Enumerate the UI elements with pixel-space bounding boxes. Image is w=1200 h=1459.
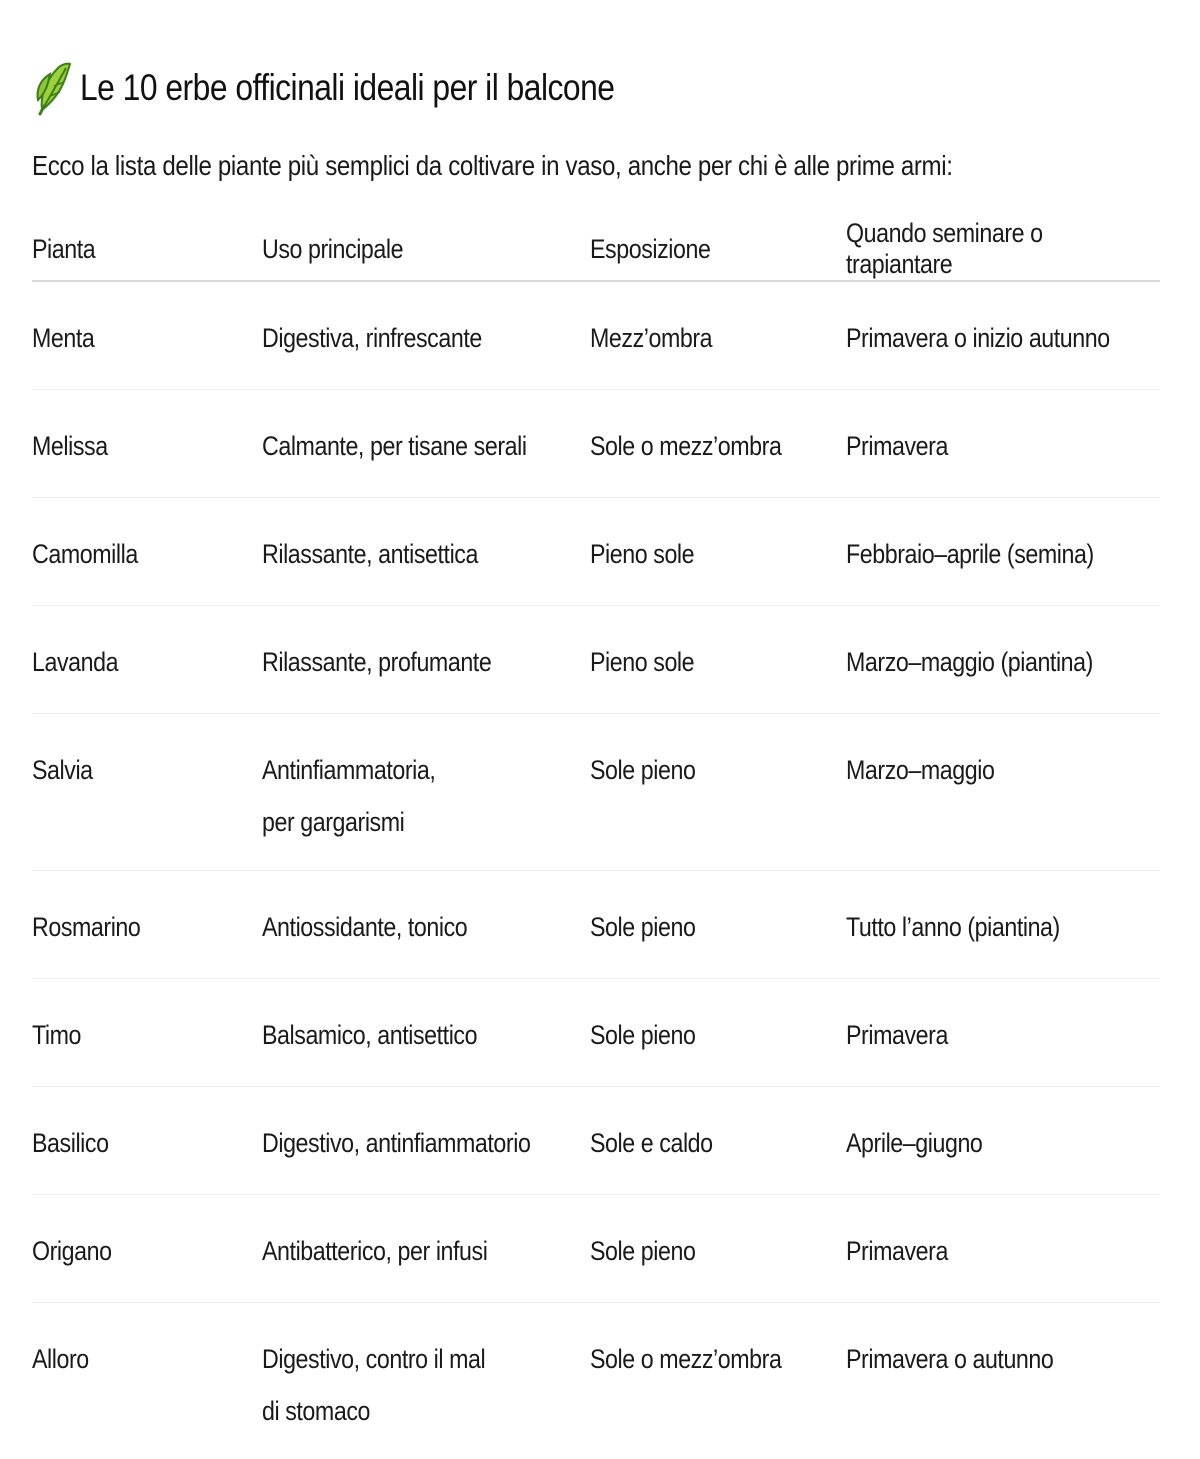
cell-quando: Febbraio–aprile (semina) xyxy=(846,498,1160,606)
table-row xyxy=(32,498,1160,606)
table-row xyxy=(32,1087,1160,1195)
table-row xyxy=(32,1195,1160,1303)
cell-pianta: Timo xyxy=(32,979,262,1087)
cell-uso: Balsamico, antisettico xyxy=(262,979,590,1087)
table-row xyxy=(32,979,1160,1087)
cell-esposizione: Sole pieno xyxy=(590,871,846,979)
cell-uso: Rilassante, profumante xyxy=(262,606,590,714)
table-row xyxy=(32,281,1160,390)
table-row xyxy=(32,1303,1160,1459)
intro-paragraph: Ecco la lista delle piante più semplici da coltivare in vaso, anche per chi è alle prime armi: xyxy=(32,150,953,182)
cell-esposizione: Sole o mezz’ombra xyxy=(590,390,846,498)
leaf-icon xyxy=(32,60,72,116)
page-title: Le 10 erbe officinali ideali per il balcone xyxy=(80,67,614,109)
cell-uso: Calmante, per tisane serali xyxy=(262,390,590,498)
cell-pianta: Origano xyxy=(32,1195,262,1303)
cell-esposizione: Mezz’ombra xyxy=(590,281,846,390)
cell-pianta: Rosmarino xyxy=(32,871,262,979)
cell-esposizione: Sole e caldo xyxy=(590,1087,846,1195)
cell-quando: Aprile–giugno xyxy=(846,1087,1160,1195)
table-row xyxy=(32,606,1160,714)
cell-quando: Primavera xyxy=(846,979,1160,1087)
cell-esposizione: Sole pieno xyxy=(590,714,846,871)
header-pianta: Pianta xyxy=(32,218,262,281)
title-row xyxy=(32,58,701,118)
cell-pianta: Melissa xyxy=(32,390,262,498)
header-uso: Uso principale xyxy=(262,218,590,281)
header-quando: Quando seminare o trapiantare xyxy=(846,218,1160,281)
cell-esposizione: Sole o mezz’ombra xyxy=(590,1303,846,1459)
cell-uso: Antiossidante, tonico xyxy=(262,871,590,979)
cell-pianta: Salvia xyxy=(32,714,262,871)
cell-uso: Antinfiammatoria, per gargarismi xyxy=(262,714,590,871)
header-esposizione: Esposizione xyxy=(590,218,846,281)
cell-quando: Primavera o inizio autunno xyxy=(846,281,1160,390)
table-row xyxy=(32,390,1160,498)
cell-esposizione: Sole pieno xyxy=(590,979,846,1087)
cell-pianta: Camomilla xyxy=(32,498,262,606)
cell-esposizione: Pieno sole xyxy=(590,606,846,714)
cell-pianta: Menta xyxy=(32,281,262,390)
cell-uso: Digestivo, contro il mal di stomaco xyxy=(262,1303,590,1459)
cell-uso: Rilassante, antisettica xyxy=(262,498,590,606)
cell-uso: Antibatterico, per infusi xyxy=(262,1195,590,1303)
cell-pianta: Alloro xyxy=(32,1303,262,1459)
cell-quando: Tutto l’anno (piantina) xyxy=(846,871,1160,979)
cell-uso: Digestivo, antinfiammatorio xyxy=(262,1087,590,1195)
cell-quando: Primavera xyxy=(846,390,1160,498)
cell-quando: Marzo–maggio (piantina) xyxy=(846,606,1160,714)
table-row xyxy=(32,714,1160,871)
cell-pianta: Lavanda xyxy=(32,606,262,714)
cell-uso: Digestiva, rinfrescante xyxy=(262,281,590,390)
table-row xyxy=(32,871,1160,979)
cell-quando: Marzo–maggio xyxy=(846,714,1160,871)
cell-esposizione: Sole pieno xyxy=(590,1195,846,1303)
herbs-table xyxy=(32,218,1160,1459)
cell-pianta: Basilico xyxy=(32,1087,262,1195)
cell-esposizione: Pieno sole xyxy=(590,498,846,606)
table-header-row xyxy=(32,218,1160,281)
cell-quando: Primavera o autunno xyxy=(846,1303,1160,1459)
cell-quando: Primavera xyxy=(846,1195,1160,1303)
